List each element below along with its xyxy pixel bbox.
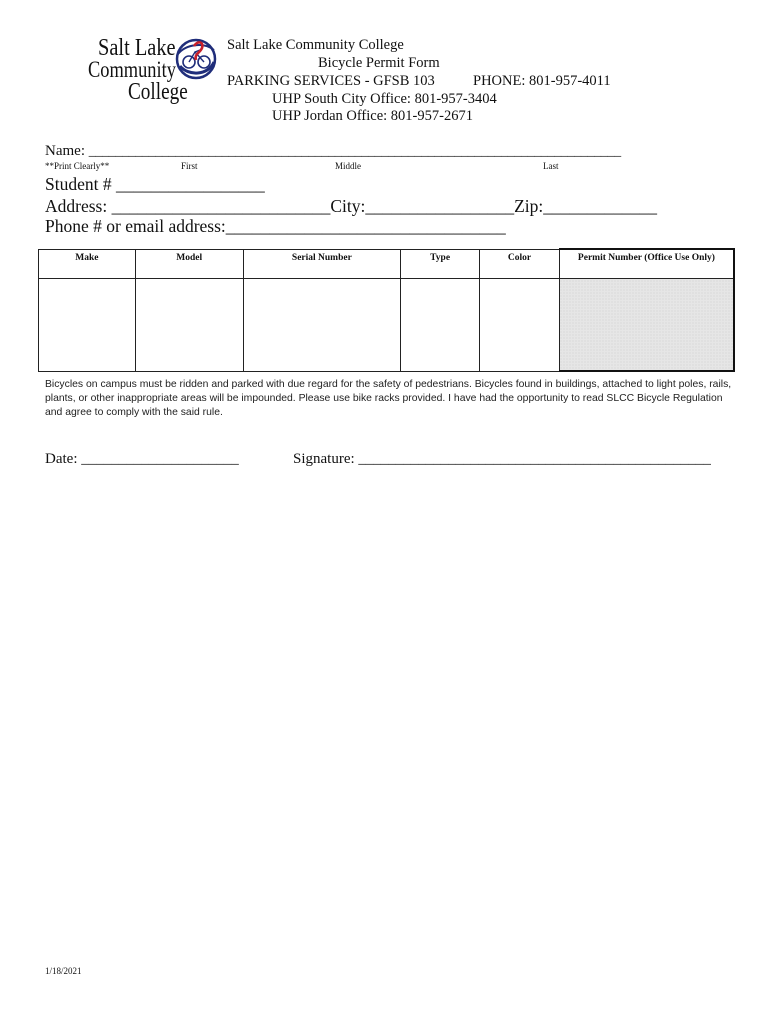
form-title: Bicycle Permit Form — [318, 55, 440, 71]
last-name-caption: Last — [543, 161, 559, 171]
logo-text-line1: Salt Lake — [98, 35, 176, 61]
name-row — [45, 143, 621, 160]
student-number-label: Student # — [45, 174, 112, 194]
signature-field[interactable]: _______________________________________________ — [358, 451, 711, 467]
student-number-field[interactable]: _________________ — [115, 174, 265, 194]
serial-number-cell[interactable] — [243, 279, 401, 372]
date-label: Date: — [45, 451, 78, 467]
contact-field[interactable]: ________________________________ — [225, 216, 506, 236]
logo-text-line2: Community — [88, 57, 176, 82]
agreement-text: Bicycles on campus must be ridden and parked with due regard for the safety of pedestrians. Bicycles found in buildings, attached to light poles, rails, plants, or other inappropriate areas will be impounded. Please use bike racks provided. I have had the opportunity to read SLCC Bicycle Regulation and agree to comply with the said rule. — [45, 379, 732, 418]
zip-field[interactable]: _____________ — [543, 196, 658, 216]
logo-text-line3: College — [128, 79, 188, 105]
column-header-serial-number: Serial Number — [243, 249, 401, 279]
signature-row — [293, 451, 711, 468]
column-header-color: Color — [480, 249, 560, 279]
print-clearly-note: **Print Clearly** — [45, 161, 110, 171]
model-cell[interactable] — [135, 279, 243, 372]
column-header-type: Type — [401, 249, 480, 279]
city-label: City: — [330, 196, 366, 216]
college-logo — [86, 36, 218, 106]
column-header-make: Make — [39, 249, 136, 279]
table-row — [39, 279, 735, 372]
parking-office: PARKING SERVICES - GFSB 103 — [227, 73, 435, 89]
bicycle-globe-icon — [174, 36, 218, 82]
name-field[interactable]: ________________________________________________________________________________ — [88, 144, 621, 159]
address-row — [45, 196, 657, 217]
middle-name-caption: Middle — [335, 161, 361, 171]
parking-phone: PHONE: 801-957-4011 — [473, 73, 611, 89]
uhp-south-office: UHP South City Office: 801-957-3404 — [272, 91, 497, 107]
address-label: Address: — [45, 196, 108, 216]
table-header-row — [39, 249, 735, 279]
city-field[interactable]: _________________ — [365, 196, 515, 216]
column-header-model: Model — [135, 249, 243, 279]
date-row — [45, 451, 239, 468]
zip-label: Zip: — [514, 196, 544, 216]
revision-date: 1/18/2021 — [45, 966, 82, 976]
college-name: Salt Lake Community College — [227, 37, 404, 53]
make-cell[interactable] — [39, 279, 136, 372]
signature-label: Signature: — [293, 451, 355, 467]
name-label: Name: — [45, 143, 85, 159]
column-header-permit-number: Permit Number (Office Use Only) — [559, 249, 734, 279]
contact-label: Phone # or email address: — [45, 216, 226, 236]
color-cell[interactable] — [480, 279, 560, 372]
date-field[interactable]: _____________________ — [81, 451, 239, 467]
type-cell[interactable] — [401, 279, 480, 372]
address-field[interactable]: _________________________ — [111, 196, 331, 216]
uhp-jordan-office: UHP Jordan Office: 801-957-2671 — [272, 108, 473, 124]
first-name-caption: First — [181, 161, 198, 171]
contact-row — [45, 216, 506, 237]
student-number-row — [45, 174, 265, 195]
bicycle-info-table — [38, 248, 735, 372]
permit-number-cell — [559, 279, 734, 372]
